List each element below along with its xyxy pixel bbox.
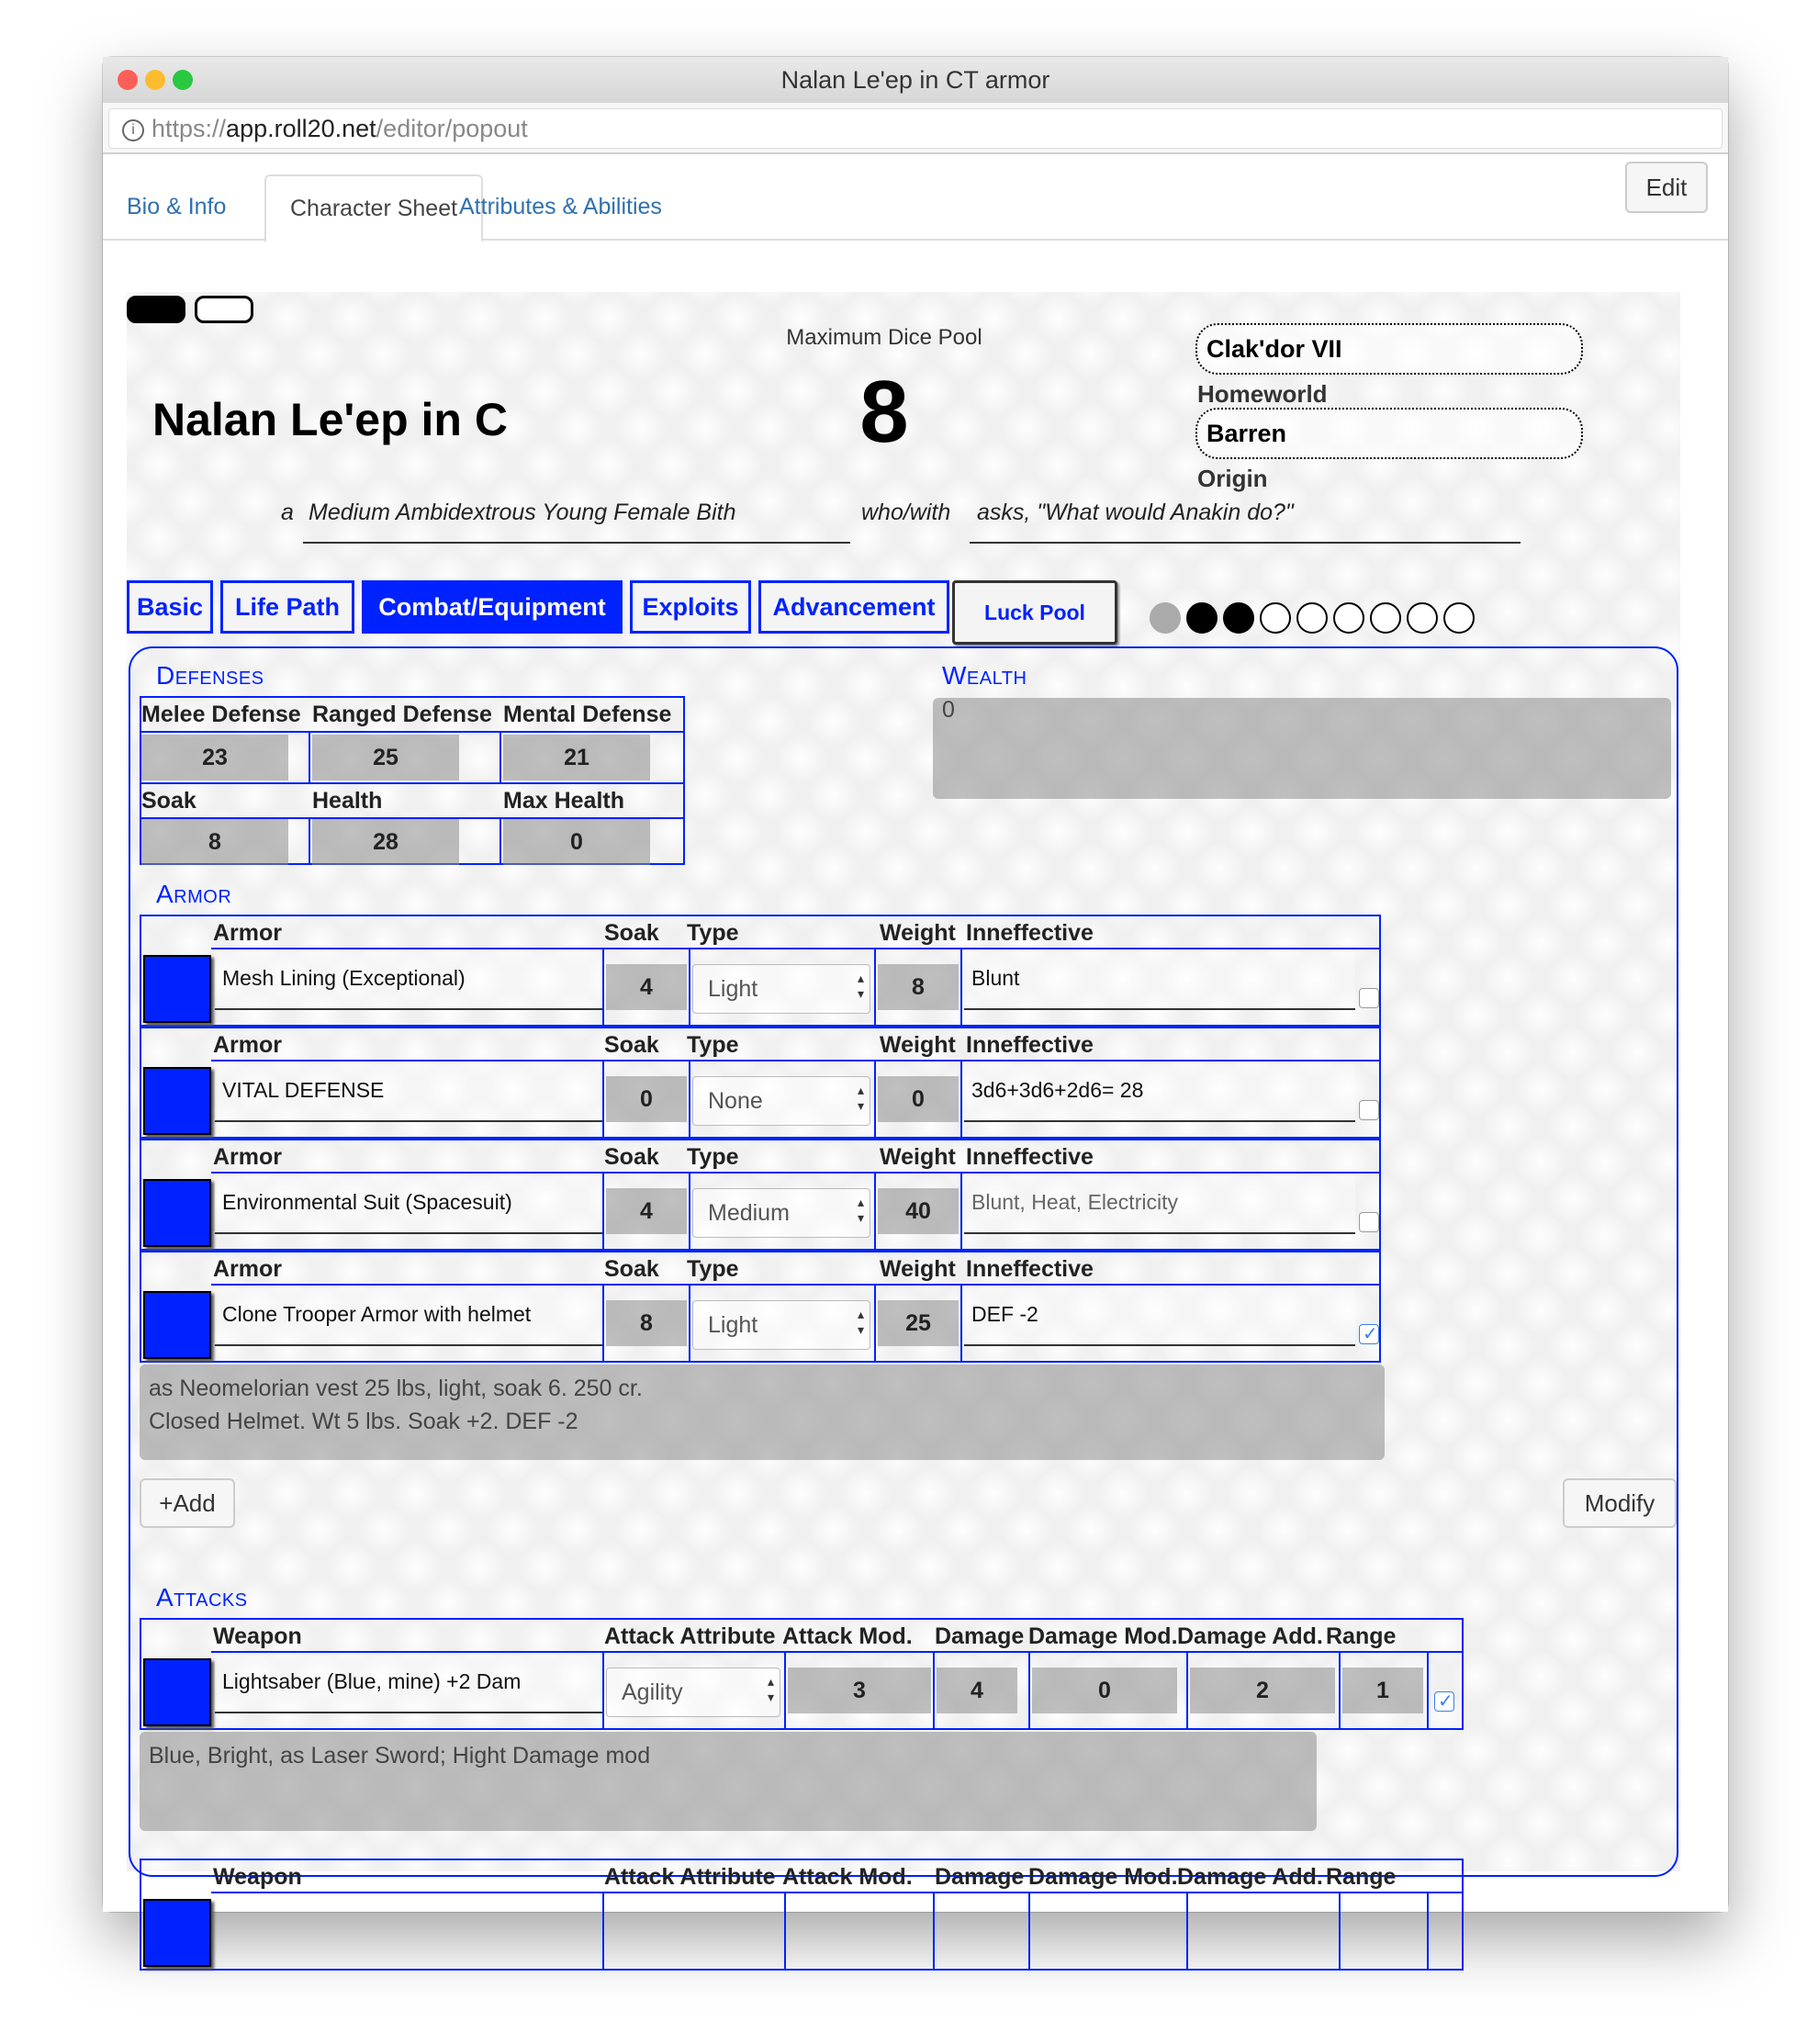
grid-line — [874, 1060, 876, 1139]
armor-name[interactable]: VITAL DEFENSE — [215, 1063, 602, 1122]
melee-defense-label: Melee Defense — [141, 702, 301, 727]
health-value[interactable]: 28 — [312, 819, 459, 865]
luck-dot-6[interactable] — [1370, 602, 1401, 634]
armor-equipped-checkbox[interactable] — [1359, 1324, 1379, 1344]
url-scheme: https:// — [152, 115, 227, 142]
armor-weight[interactable]: 40 — [878, 1188, 959, 1234]
grid-line — [211, 1892, 1464, 1893]
luck-dot-3[interactable] — [1260, 602, 1291, 634]
grid-line — [499, 817, 501, 863]
minimize-window-button[interactable] — [145, 70, 165, 90]
luck-dot-5[interactable] — [1333, 602, 1364, 634]
armor-header: Armor — [213, 1032, 283, 1058]
nav-combat-equipment[interactable]: Combat/Equipment — [362, 580, 623, 634]
damage-value[interactable]: 4 — [937, 1668, 1017, 1713]
grid-line — [1339, 1651, 1341, 1730]
range-value[interactable]: 1 — [1342, 1668, 1423, 1713]
type-header: Type — [687, 1256, 739, 1282]
grid-line — [689, 1060, 690, 1139]
wealth-field[interactable]: 0 — [933, 698, 1671, 799]
armor-soak[interactable]: 4 — [606, 1188, 687, 1234]
close-window-button[interactable] — [118, 70, 138, 90]
grid-line — [1339, 1892, 1341, 1971]
armor-title: Armor — [156, 880, 232, 908]
armor-equipped-checkbox[interactable] — [1359, 1100, 1379, 1120]
ranged-defense-label: Ranged Defense — [312, 702, 492, 727]
luck-dot-4[interactable] — [1296, 602, 1328, 634]
armor-ineffective[interactable]: 3d6+3d6+2d6= 28 — [964, 1063, 1355, 1122]
range-header: Range — [1326, 1864, 1397, 1890]
type-header: Type — [687, 1144, 739, 1170]
attack-mod-value[interactable]: 3 — [788, 1668, 931, 1713]
tab-bar — [103, 154, 1728, 241]
armor-row — [140, 915, 1392, 1027]
armor-weight[interactable]: 25 — [878, 1300, 959, 1346]
armor-weight[interactable]: 0 — [878, 1076, 959, 1122]
grid-line — [602, 948, 604, 1027]
weapon-header: Weapon — [213, 1864, 302, 1890]
combat-panel — [129, 646, 1678, 1890]
grid-line — [784, 1651, 786, 1730]
grid-line — [933, 1651, 935, 1730]
armor-type-select[interactable]: Light ▴ ▾ — [692, 964, 870, 1014]
weight-header: Weight — [880, 1032, 956, 1058]
weapon-name[interactable]: Lightsaber (Blue, mine) +2 Dam — [215, 1655, 602, 1713]
grid-line — [602, 1892, 604, 1971]
grid-line — [874, 1284, 876, 1363]
grid-line — [1028, 1892, 1030, 1971]
attack-row — [140, 1618, 1462, 1730]
ineffective-header: Inneffective — [966, 1144, 1094, 1170]
soak-label: Soak — [141, 788, 196, 814]
melee-defense-value[interactable]: 23 — [141, 735, 288, 781]
armor-roll-button[interactable] — [143, 955, 211, 1023]
armor-roll-button[interactable] — [143, 1067, 211, 1135]
luck-pool-button[interactable]: Luck Pool — [952, 580, 1117, 645]
defenses-grid — [140, 696, 685, 865]
url-field[interactable] — [108, 108, 1723, 149]
damage-add-header: Damage Add. — [1177, 1623, 1323, 1649]
armor-header: Armor — [213, 1256, 283, 1282]
armor-row — [140, 1027, 1392, 1139]
grid-line — [933, 1892, 935, 1971]
range-header: Range — [1326, 1623, 1397, 1649]
max-health-label: Max Health — [503, 788, 624, 814]
soak-value[interactable]: 8 — [141, 819, 288, 865]
character-description[interactable]: Medium Ambidextrous Young Female Bith — [309, 500, 736, 525]
nav-advancement[interactable]: Advancement — [758, 580, 949, 634]
attack-mod-header: Attack Mod. — [782, 1623, 913, 1649]
attack-row — [140, 1859, 1462, 1971]
ineffective-header: Inneffective — [966, 920, 1094, 946]
grid-line — [689, 948, 690, 1027]
tab-attributes-abilities[interactable]: Attributes & Abilities — [459, 194, 662, 219]
armor-type-select[interactable]: Medium ▴ ▾ — [692, 1188, 870, 1238]
damage-add-header: Damage Add. — [1177, 1864, 1323, 1890]
armor-equipped-checkbox[interactable] — [1359, 1212, 1379, 1232]
armor-soak[interactable]: 4 — [606, 964, 687, 1010]
armor-roll-button[interactable] — [143, 1291, 211, 1359]
homeworld-label: Homeworld — [1197, 380, 1328, 408]
grid-line — [211, 1284, 1381, 1286]
origin-field[interactable]: Barren — [1195, 408, 1583, 459]
nav-basic[interactable]: Basic — [127, 580, 213, 634]
description-underline — [303, 542, 850, 544]
attack-roll-button[interactable] — [143, 1899, 211, 1967]
grid-line — [499, 731, 501, 782]
soak-header: Soak — [604, 1256, 659, 1282]
grid-line — [1186, 1892, 1188, 1971]
soak-header: Soak — [604, 1032, 659, 1058]
luck-dot-7[interactable] — [1407, 602, 1438, 634]
armor-ineffective[interactable]: Blunt — [964, 951, 1355, 1010]
damage-mod-header: Damage Mod. — [1028, 1623, 1178, 1649]
attack-roll-button[interactable] — [143, 1658, 211, 1726]
luck-dot-2[interactable] — [1223, 602, 1254, 634]
armor-type-select[interactable]: None ▴ ▾ — [692, 1076, 870, 1126]
weight-header: Weight — [880, 920, 956, 946]
browser-window — [103, 57, 1728, 1912]
defenses-title: Defenses — [156, 661, 264, 690]
mental-defense-value[interactable]: 21 — [503, 735, 650, 781]
grid-line — [309, 817, 310, 863]
armor-row — [140, 1139, 1392, 1251]
character-sheet — [127, 292, 1680, 1890]
luck-dot-reset[interactable] — [1150, 602, 1181, 634]
theme-dark-toggle[interactable] — [127, 296, 185, 323]
ranged-defense-value[interactable]: 25 — [312, 735, 459, 781]
armor-name[interactable]: Clone Trooper Armor with helmet — [215, 1287, 602, 1346]
weight-header: Weight — [880, 1144, 956, 1170]
popout-content — [103, 154, 1728, 1912]
grid-line — [689, 1284, 690, 1363]
attack-attribute-header: Attack Attribute — [604, 1864, 776, 1890]
mental-defense-label: Mental Defense — [503, 702, 672, 727]
grid-line — [960, 948, 962, 1027]
soak-header: Soak — [604, 920, 659, 946]
grid-line — [141, 782, 683, 784]
title-bar — [103, 57, 1728, 103]
theme-light-toggle[interactable] — [195, 296, 253, 323]
edit-button[interactable]: Edit — [1625, 162, 1708, 213]
grid-line — [689, 1172, 690, 1251]
type-header: Type — [687, 1032, 739, 1058]
attack-attribute-select[interactable]: Agility ▴ ▾ — [606, 1668, 780, 1717]
grid-line — [602, 1060, 604, 1139]
armor-header: Armor — [213, 1144, 283, 1170]
grid-line — [784, 1892, 786, 1971]
grid-line — [602, 1172, 604, 1251]
who-with-label: who/with — [861, 500, 951, 525]
info-icon[interactable]: i — [122, 119, 144, 141]
homeworld-field[interactable]: Clak'dor VII — [1195, 323, 1583, 375]
weapon-header: Weapon — [213, 1623, 302, 1649]
armor-header: Armor — [213, 920, 283, 946]
attack-mod-header: Attack Mod. — [782, 1864, 913, 1890]
luck-dot-1[interactable] — [1186, 602, 1218, 634]
grid-line — [874, 1172, 876, 1251]
modify-armor-button[interactable]: Modify — [1563, 1478, 1677, 1528]
grid-line — [874, 948, 876, 1027]
dice-pool-label: Maximum Dice Pool — [786, 325, 982, 350]
nav-life-path[interactable]: Life Path — [220, 580, 354, 634]
armor-row — [140, 1251, 1392, 1363]
tab-bio-info[interactable]: Bio & Info — [127, 194, 227, 219]
grid-line — [1427, 1651, 1429, 1730]
a-label: a — [281, 500, 294, 525]
grid-line — [211, 1172, 1381, 1174]
damage-mod-value[interactable]: 0 — [1032, 1668, 1177, 1713]
armor-weight[interactable]: 8 — [878, 964, 959, 1010]
grid-line — [309, 731, 310, 782]
damage-header: Damage — [935, 1623, 1025, 1649]
armor-notes[interactable] — [140, 1365, 1385, 1460]
max-health-value[interactable]: 0 — [503, 819, 650, 865]
grid-line — [960, 1284, 962, 1363]
dice-pool-value: 8 — [859, 363, 909, 461]
grid-line — [602, 1651, 604, 1730]
damage-header: Damage — [935, 1864, 1025, 1890]
grid-line — [960, 1172, 962, 1251]
armor-type-select[interactable]: Light ▴ ▾ — [692, 1300, 870, 1350]
wealth-title: Wealth — [942, 661, 1027, 690]
armor-equipped-checkbox[interactable] — [1359, 988, 1379, 1008]
grid-line — [960, 1060, 962, 1139]
character-quote[interactable]: asks, "What would Anakin do?" — [977, 500, 1294, 525]
tab-character-sheet[interactable]: Character Sheet — [264, 174, 483, 242]
address-bar — [103, 103, 1728, 154]
grid-line — [1028, 1651, 1030, 1730]
add-armor-button[interactable]: +Add — [140, 1478, 235, 1528]
type-header: Type — [687, 920, 739, 946]
character-name[interactable]: Nalan Le'ep in C — [152, 394, 508, 445]
grid-line — [211, 948, 1381, 949]
quote-underline — [970, 542, 1521, 544]
attack-equipped-checkbox[interactable] — [1434, 1691, 1454, 1712]
armor-ineffective[interactable]: Blunt, Heat, Electricity — [964, 1175, 1355, 1234]
ineffective-header: Inneffective — [966, 1256, 1094, 1282]
nav-exploits[interactable]: Exploits — [630, 580, 751, 634]
window-title: Nalan Le'ep in CT armor — [780, 66, 1050, 94]
armor-notes-line: Closed Helmet. Wt 5 lbs. Soak +2. DEF -2 — [149, 1409, 578, 1434]
armor-soak[interactable]: 0 — [606, 1076, 687, 1122]
armor-notes-line: as Neomelorian vest 25 lbs, light, soak 6. 250 cr. — [149, 1376, 643, 1401]
ineffective-header: Inneffective — [966, 1032, 1094, 1058]
armor-ineffective[interactable]: DEF -2 — [964, 1287, 1355, 1346]
attack-attribute-header: Attack Attribute — [604, 1623, 776, 1649]
origin-label: Origin — [1197, 465, 1268, 492]
grid-line — [602, 1284, 604, 1363]
armor-roll-button[interactable] — [143, 1179, 211, 1247]
url-host: app.roll20.net — [226, 115, 376, 142]
grid-line — [211, 1060, 1381, 1061]
grid-line — [1427, 1892, 1429, 1971]
url-path: /editor/popout — [376, 115, 528, 142]
luck-dot-8[interactable] — [1443, 602, 1475, 634]
armor-name[interactable]: Environmental Suit (Spacesuit) — [215, 1175, 602, 1234]
armor-soak[interactable]: 8 — [606, 1300, 687, 1346]
maximize-window-button[interactable] — [173, 70, 193, 90]
grid-line — [211, 1651, 1464, 1653]
damage-add-value[interactable]: 2 — [1190, 1668, 1335, 1713]
weight-header: Weight — [880, 1256, 956, 1282]
damage-mod-header: Damage Mod. — [1028, 1864, 1178, 1890]
health-label: Health — [312, 788, 383, 814]
soak-header: Soak — [604, 1144, 659, 1170]
attacks-title: Attacks — [156, 1583, 248, 1612]
grid-line — [141, 731, 683, 733]
armor-name[interactable]: Mesh Lining (Exceptional) — [215, 951, 602, 1010]
attack-notes[interactable]: Blue, Bright, as Laser Sword; Hight Damage mod — [140, 1732, 1317, 1831]
grid-line — [1186, 1651, 1188, 1730]
